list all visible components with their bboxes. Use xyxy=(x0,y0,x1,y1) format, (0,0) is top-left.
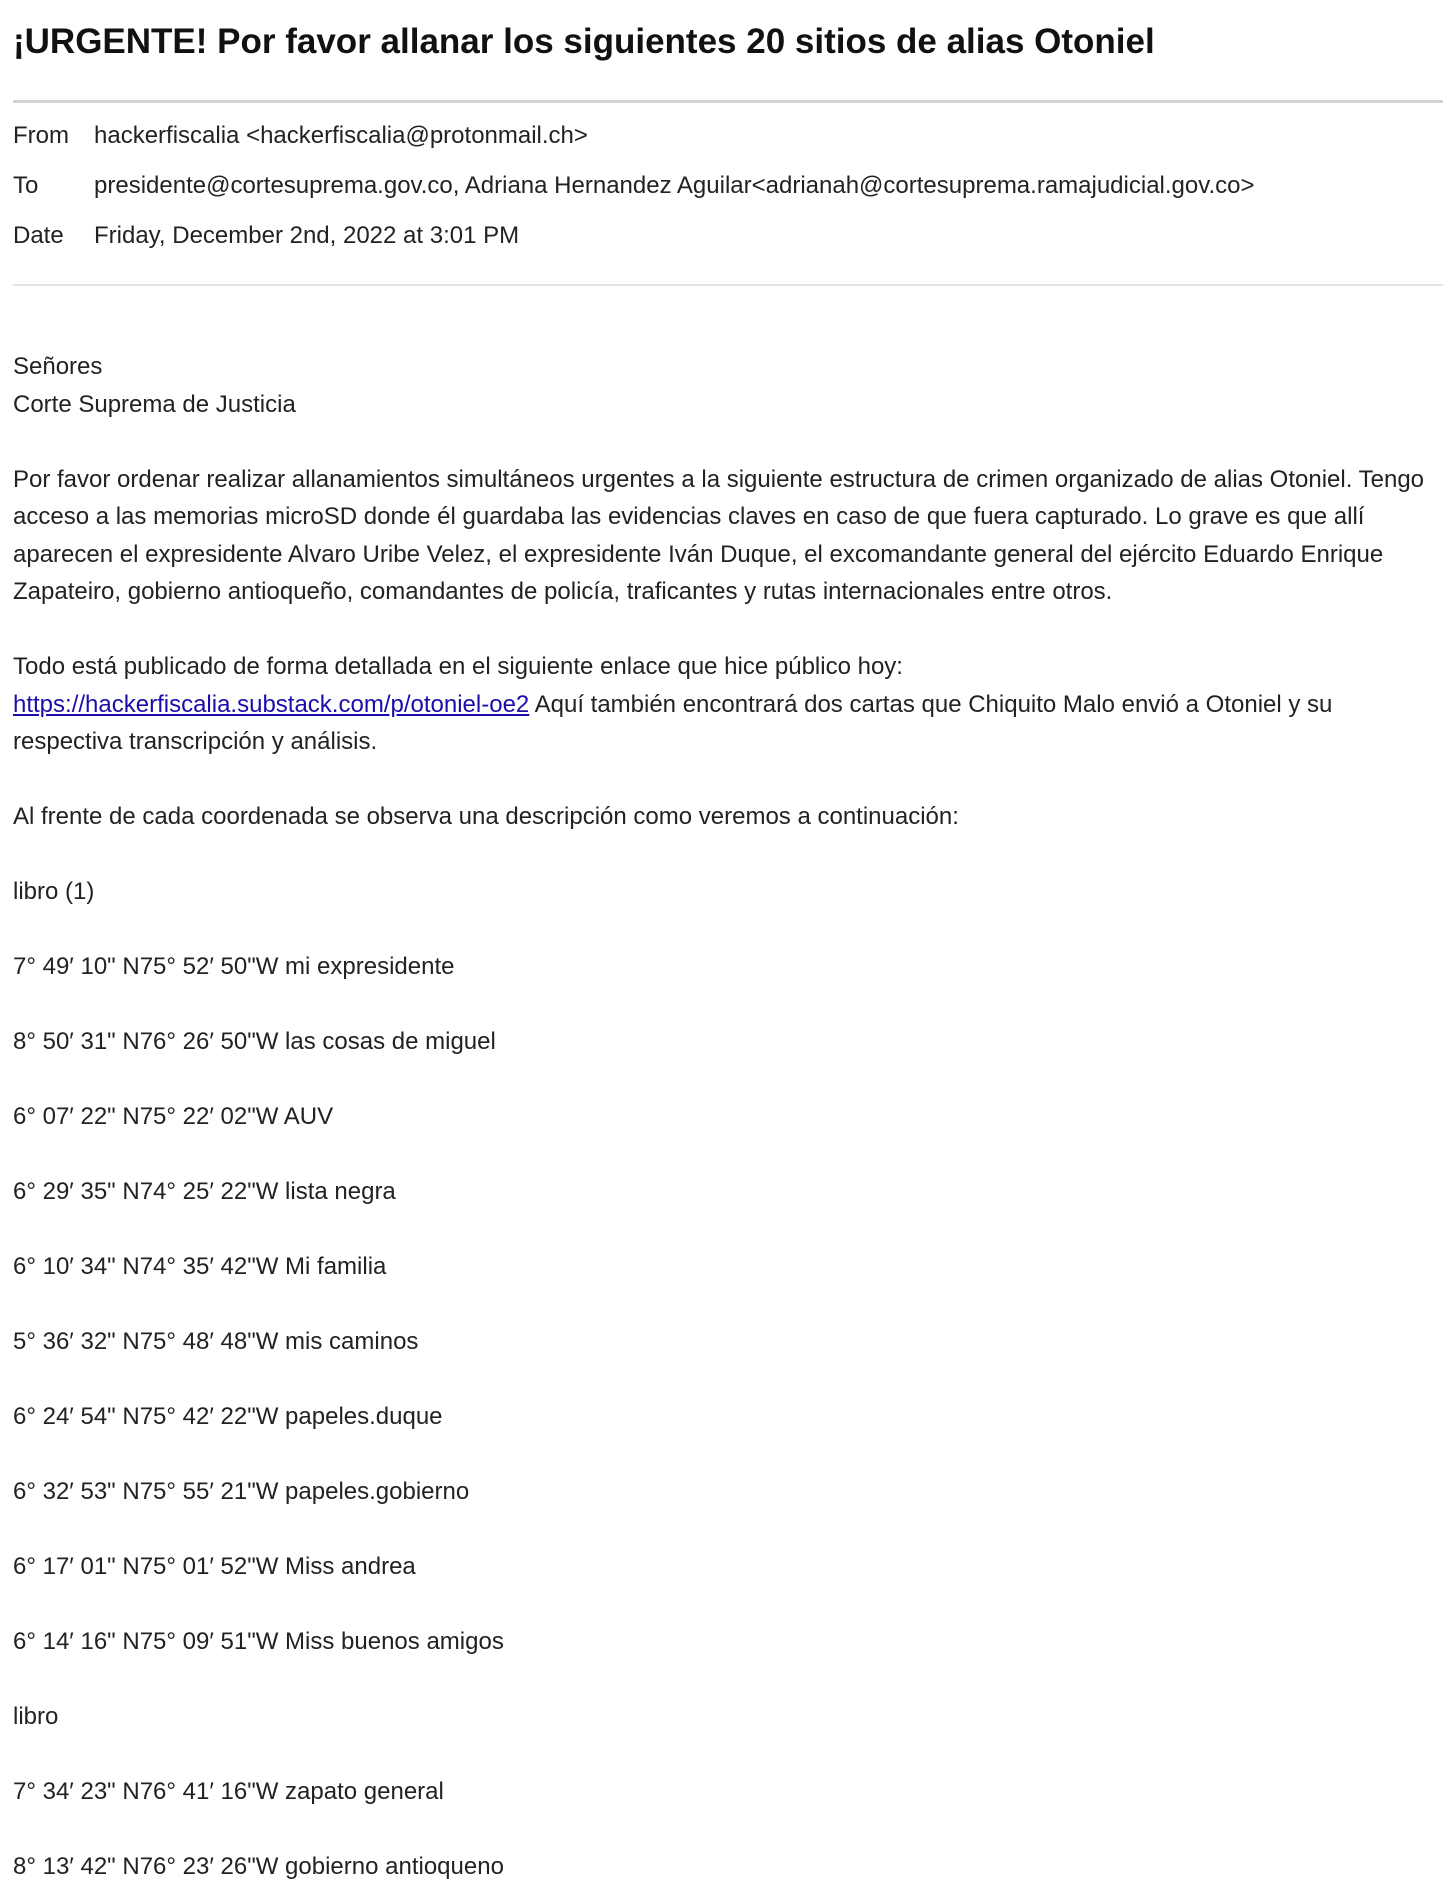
date-label: Date xyxy=(13,222,64,249)
coordinate-line: 6° 10′ 34" N74° 35′ 42"W Mi familia xyxy=(13,1253,387,1280)
to-row xyxy=(13,161,1443,211)
coordinate-line: 6° 29′ 35" N74° 25′ 22"W lista negra xyxy=(13,1178,396,1205)
coordinate-line: 7° 49′ 10" N75° 52′ 50"W mi expresidente xyxy=(13,953,455,980)
link-after-text: Aquí también encontrará dos cartas que Chiquito Malo envió a Otoniel y su respectiva transcripción y análisis. xyxy=(13,690,1333,755)
email-body xyxy=(13,348,1443,1886)
coordinate-line: 6° 07′ 22" N75° 22′ 02"W AUV xyxy=(13,1103,334,1130)
paragraph-link xyxy=(13,648,1443,761)
coordinate-line: 6° 17′ 01" N75° 01′ 52"W Miss andrea xyxy=(13,1553,416,1580)
email-headers xyxy=(13,103,1443,261)
coordinate-line: 6° 24′ 54" N75° 42′ 22"W papeles.duque xyxy=(13,1403,443,1430)
coordinate-line: 8° 13′ 42" N76° 23′ 26"W gobierno antioqueno xyxy=(13,1853,504,1880)
date-row xyxy=(13,211,1443,261)
coordinate-line: 7° 34′ 23" N76° 41′ 16"W zapato general xyxy=(13,1778,444,1805)
to-label: To xyxy=(13,172,39,199)
paragraph-coordinates-intro: Al frente de cada coordenada se observa una descripción como veremos a continuación: xyxy=(13,803,959,830)
coordinate-line: 5° 36′ 32" N75° 48′ 48"W mis caminos xyxy=(13,1328,419,1355)
book-2-coordinates xyxy=(13,1773,1443,1886)
greeting xyxy=(13,348,1443,423)
header-divider-bottom xyxy=(13,284,1443,286)
book-2-label: libro xyxy=(13,1703,59,1730)
substack-link[interactable]: https://hackerfiscalia.substack.com/p/otoniel-oe2 xyxy=(13,690,530,718)
book-1-coordinates xyxy=(13,948,1443,1661)
book-1-label: libro (1) xyxy=(13,878,95,905)
coordinate-line: 6° 32′ 53" N75° 55′ 21"W papeles.gobierno xyxy=(13,1478,470,1505)
coordinate-line: 8° 50′ 31" N76° 26′ 50"W las cosas de miguel xyxy=(13,1028,496,1055)
paragraph-request: Por favor ordenar realizar allanamientos simultáneos urgentes a la siguiente estructura de crimen organizado de alias Otoniel. Tengo acceso a las memorias microSD donde él guardaba las evidencias claves en caso de que fuera capturado. Lo grave es que allí aparecen el expresidente Alvaro Uribe Velez, el expresidente Iván Duque, el excomandante general del ejército Eduardo Enrique Zapateiro, gobierno antioqueño, comandantes de policía, traficantes y rutas internacionales entre otros. xyxy=(13,465,1425,605)
greeting-line-1: Señores xyxy=(13,353,103,380)
to-value: presidente@cortesuprema.gov.co, Adriana Hernandez Aguilar<adrianah@cortesuprema.ramajudicial.gov.co> xyxy=(94,172,1255,199)
date-value: Friday, December 2nd, 2022 at 3:01 PM xyxy=(94,222,520,249)
from-row xyxy=(13,111,1443,161)
from-value: hackerfiscalia <hackerfiscalia@protonmail.ch> xyxy=(94,122,588,149)
from-label: From xyxy=(13,122,69,149)
greeting-line-2: Corte Suprema de Justicia xyxy=(13,390,296,418)
coordinate-line: 6° 14′ 16" N75° 09′ 51"W Miss buenos amigos xyxy=(13,1628,504,1655)
link-intro: Todo está publicado de forma detallada en el siguiente enlace que hice público hoy: xyxy=(13,653,903,680)
email-subject: ¡URGENTE! Por favor allanar los siguientes 20 sitios de alias Otoniel xyxy=(13,22,1155,61)
